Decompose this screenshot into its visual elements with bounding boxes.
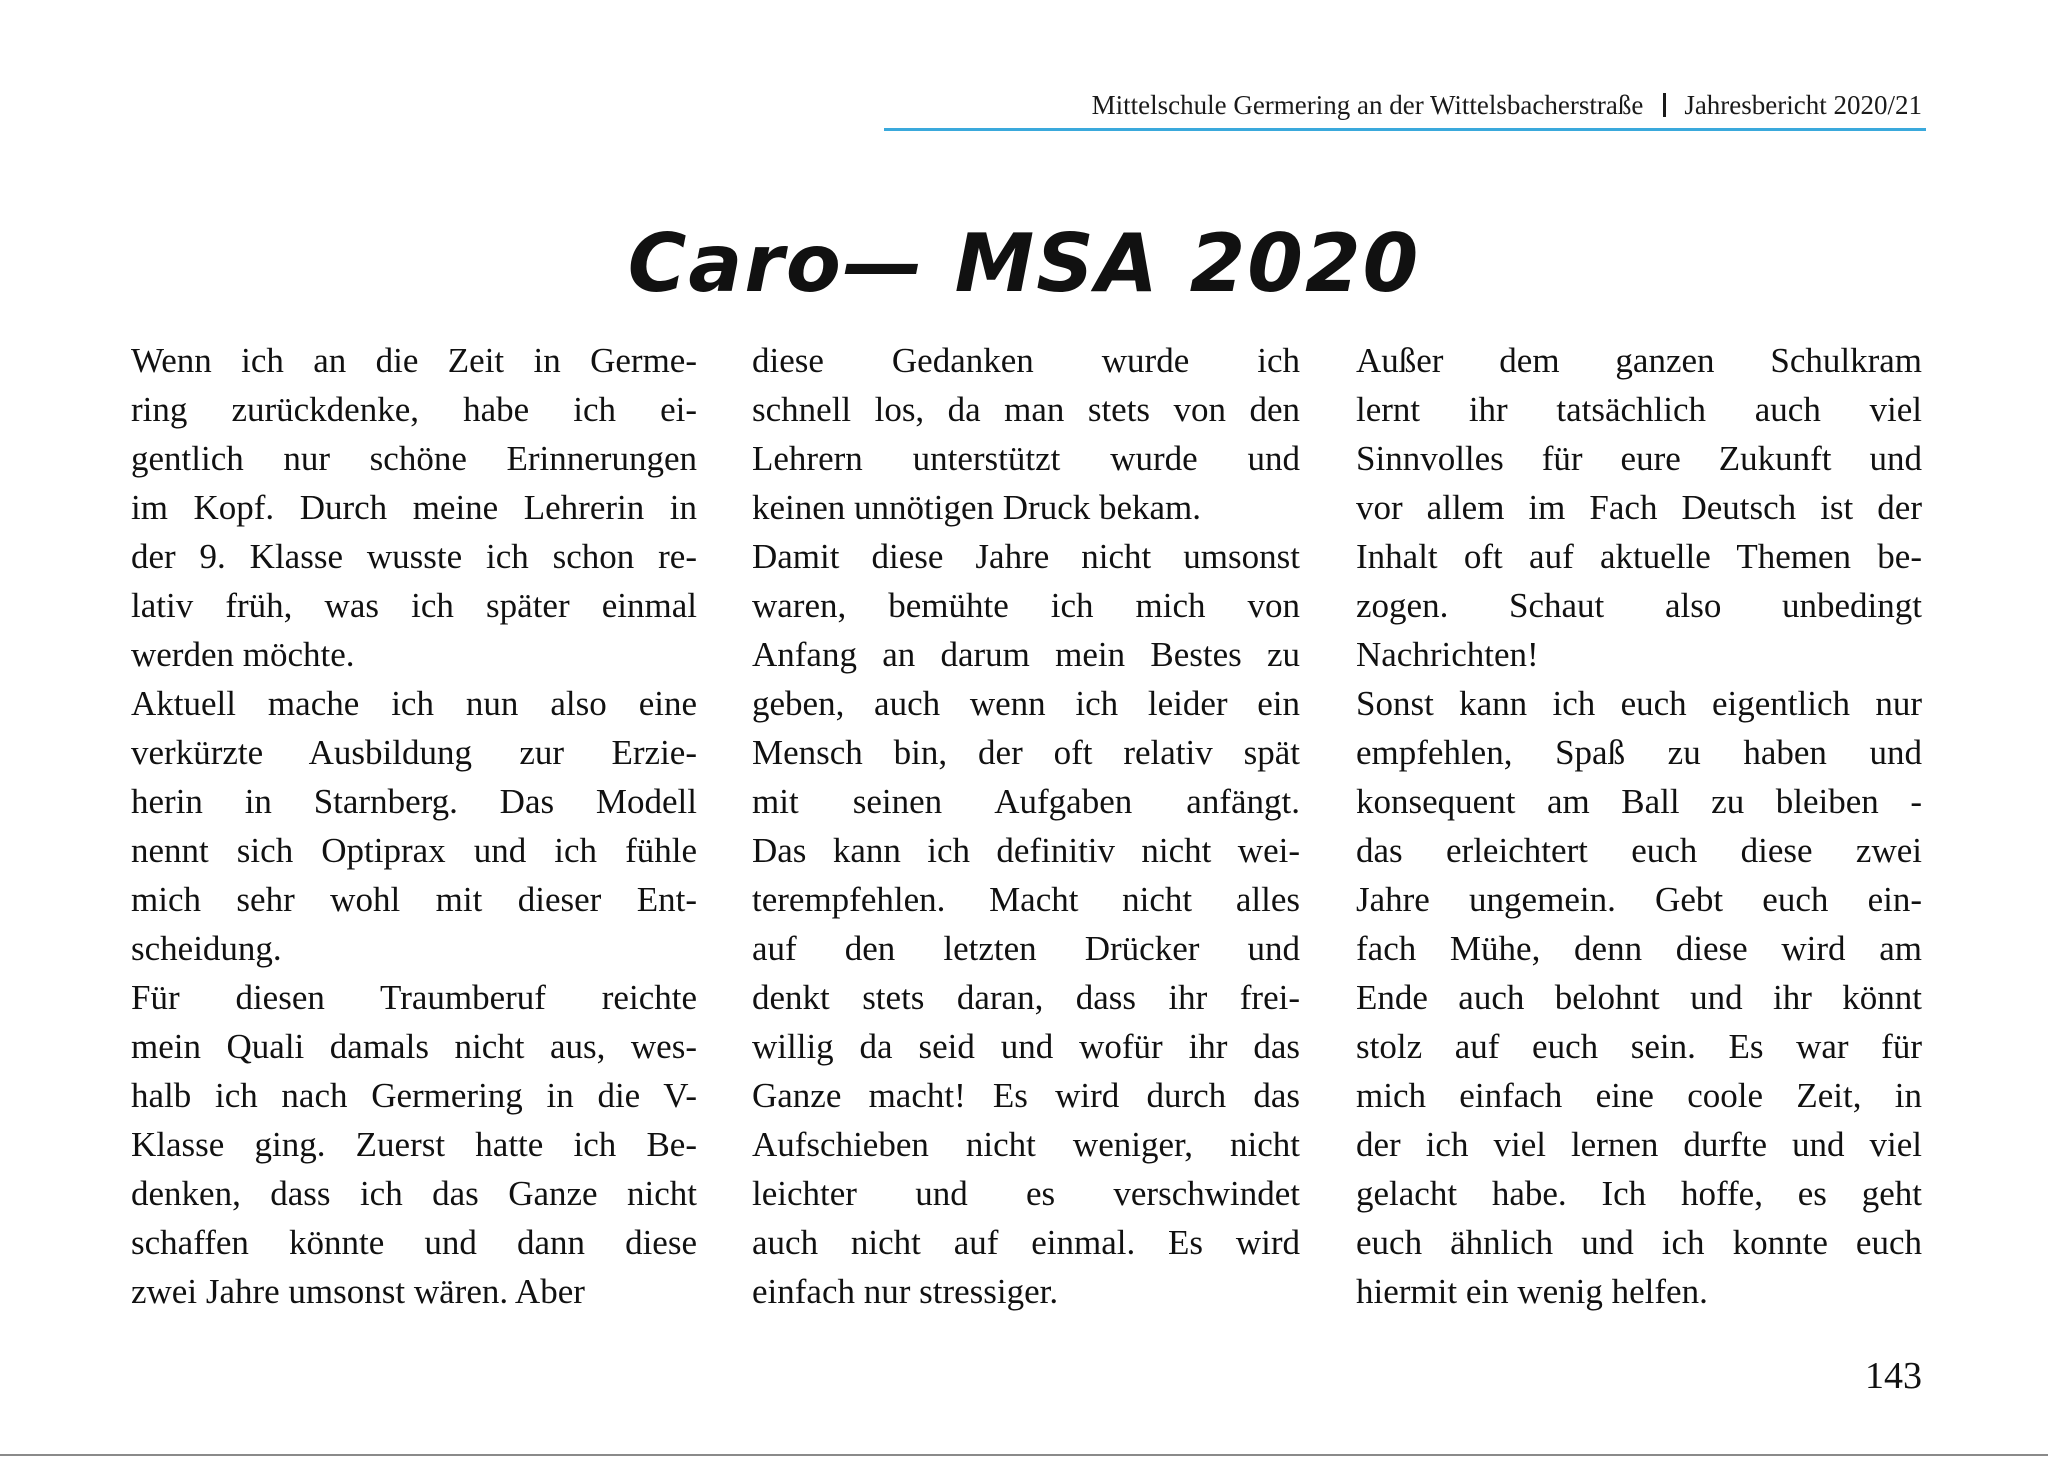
text-line: Jahre ungemein. Gebt euch ein- (1356, 880, 1922, 919)
text-line: Das kann ich definitiv nicht wei- (752, 831, 1300, 870)
text-line: gelacht habe. Ich hoffe, es geht (1356, 1174, 1922, 1213)
text-column-3 (1356, 336, 1922, 1316)
text-line: auf den letzten Drücker und (752, 929, 1300, 968)
text-line: willig da seid und wofür ihr das (752, 1027, 1300, 1066)
text-line: verkürzte Ausbildung zur Erzie- (131, 733, 697, 772)
text-line: lernt ihr tatsächlich auch viel (1356, 390, 1922, 429)
text-line: scheidung. (131, 929, 282, 968)
text-line: nennt sich Optiprax und ich fühle (131, 831, 697, 870)
text-line: auch nicht auf einmal. Es wird (752, 1223, 1300, 1262)
running-header (1000, 88, 1922, 122)
text-line: empfehlen, Spaß zu haben und (1356, 733, 1922, 772)
text-line: gentlich nur schöne Erinnerungen (131, 439, 697, 478)
text-line: Ganze macht! Es wird durch das (752, 1076, 1300, 1115)
text-column-2 (752, 336, 1300, 1316)
text-line: vor allem im Fach Deutsch ist der (1356, 488, 1922, 527)
text-line: euch ähnlich und ich konnte euch (1356, 1223, 1922, 1262)
text-line: Ende auch belohnt und ihr könnt (1356, 978, 1922, 1017)
text-line: der 9. Klasse wusste ich schon re- (131, 537, 697, 576)
page-title: Caro— MSA 2020 (627, 216, 1421, 310)
text-line: mein Quali damals nicht aus, wes- (131, 1027, 697, 1066)
header-separator (1663, 93, 1666, 117)
text-line: herin in Starnberg. Das Modell (131, 782, 697, 821)
text-line: Nachrichten! (1356, 635, 1539, 674)
text-line: Inhalt oft auf aktuelle Themen be- (1356, 537, 1922, 576)
page-bottom-edge (0, 1454, 2048, 1456)
text-line: mich sehr wohl mit dieser Ent- (131, 880, 697, 919)
text-line: terempfehlen. Macht nicht alles (752, 880, 1300, 919)
text-line: Für diesen Traumberuf reichte (131, 978, 697, 1017)
text-line: werden möchte. (131, 635, 355, 674)
header-school-name: Mittelschule Germering an der Wittelsbacherstraße (1091, 90, 1644, 120)
text-line: Lehrern unterstützt wurde und (752, 439, 1300, 478)
text-line: denken, dass ich das Ganze nicht (131, 1174, 697, 1213)
text-line: Anfang an darum mein Bestes zu (752, 635, 1300, 674)
text-line: halb ich nach Germering in die V- (131, 1076, 697, 1115)
text-line: fach Mühe, denn diese wird am (1356, 929, 1922, 968)
text-line: diese Gedanken wurde ich (752, 341, 1300, 380)
text-line: Aufschieben nicht weniger, nicht (752, 1125, 1300, 1164)
text-line: leichter und es verschwindet (752, 1174, 1300, 1213)
text-line: schnell los, da man stets von den (752, 390, 1300, 429)
text-line: Außer dem ganzen Schulkram (1356, 341, 1922, 380)
header-rule (884, 128, 1926, 131)
text-column-1 (131, 336, 697, 1316)
text-line: keinen unnötigen Druck bekam. (752, 488, 1202, 527)
text-line: Aktuell mache ich nun also eine (131, 684, 697, 723)
text-line: mit seinen Aufgaben anfängt. (752, 782, 1300, 821)
text-line: einfach nur stressiger. (752, 1272, 1059, 1311)
text-line: der ich viel lernen durfte und viel (1356, 1125, 1922, 1164)
text-line: Mensch bin, der oft relativ spät (752, 733, 1300, 772)
text-line: Wenn ich an die Zeit in Germe- (131, 341, 697, 380)
text-line: denkt stets daran, dass ihr frei- (752, 978, 1300, 1017)
text-line: zwei Jahre umsonst wären. Aber (131, 1272, 585, 1311)
text-line: schaffen könnte und dann diese (131, 1223, 697, 1262)
text-line: Klasse ging. Zuerst hatte ich Be- (131, 1125, 697, 1164)
text-line: stolz auf euch sein. Es war für (1356, 1027, 1922, 1066)
text-line: waren, bemühte ich mich von (752, 586, 1300, 625)
text-line: hiermit ein wenig helfen. (1356, 1272, 1708, 1311)
text-line: geben, auch wenn ich leider ein (752, 684, 1300, 723)
text-line: im Kopf. Durch meine Lehrerin in (131, 488, 697, 527)
text-line: Damit diese Jahre nicht umsonst (752, 537, 1300, 576)
text-line: zogen. Schaut also unbedingt (1356, 586, 1922, 625)
text-line: konsequent am Ball zu bleiben - (1356, 782, 1922, 821)
page-number: 143 (1865, 1355, 1922, 1397)
text-line: mich einfach eine coole Zeit, in (1356, 1076, 1922, 1115)
header-report-title: Jahresbericht 2020/21 (1684, 90, 1922, 120)
text-line: lativ früh, was ich später einmal (131, 586, 697, 625)
text-line: Sinnvolles für eure Zukunft und (1356, 439, 1922, 478)
text-line: ring zurückdenke, habe ich ei- (131, 390, 697, 429)
text-line: Sonst kann ich euch eigentlich nur (1356, 684, 1922, 723)
text-line: das erleichtert euch diese zwei (1356, 831, 1922, 870)
